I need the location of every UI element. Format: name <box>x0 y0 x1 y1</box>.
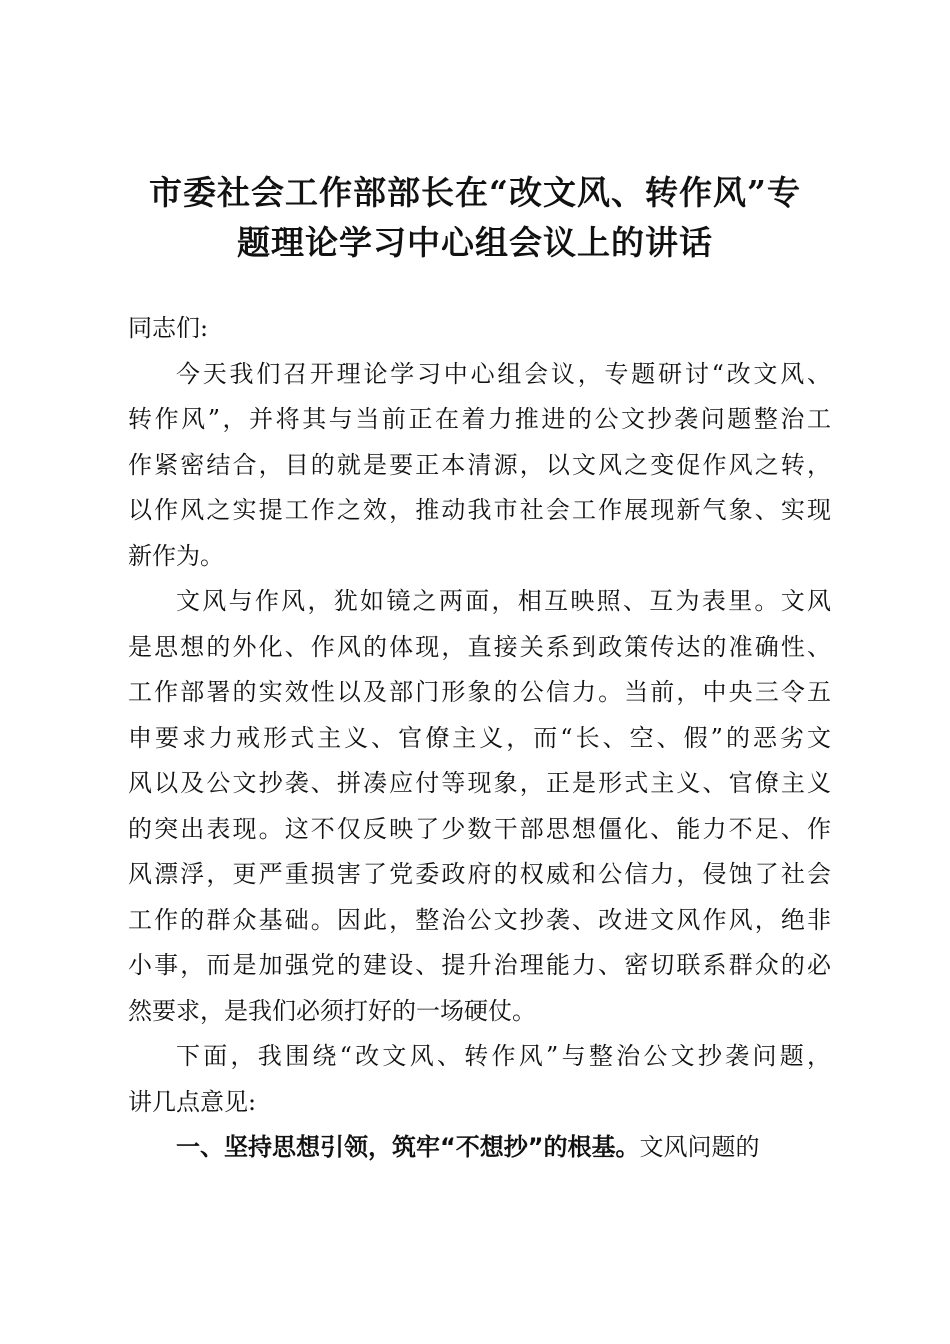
paragraph-line: 申要求力戒形式主义、官僚主义，而“长、空、假”的恶劣文 <box>128 723 831 752</box>
paragraph-line: 是思想的外化、作风的体现，直接关系到政策传达的准确性、 <box>128 632 831 661</box>
paragraph-line: 风以及公文抄袭、拼凑应付等现象，正是形式主义、官僚主义 <box>128 769 831 797</box>
paragraph-3 <box>128 1034 831 1125</box>
paragraph-line: 新作为。 <box>128 541 224 570</box>
paragraph-line: 下面，我围绕“改文风、转作风”与整治公文抄袭问题， <box>176 1042 831 1070</box>
paragraph-line: 讲几点意见: <box>128 1087 257 1116</box>
paragraph-line: 工作部署的实效性以及部门形象的公信力。当前，中央三令五 <box>128 678 831 706</box>
paragraph-line: 文风与作风，犹如镜之两面，相互映照、互为表里。文风 <box>176 587 831 615</box>
section-1-text: 文风问题的 <box>639 1133 760 1161</box>
paragraph-line: 转作风”，并将其与当前正在着力推进的公文抄袭问题整治工 <box>128 405 831 433</box>
paragraph-1 <box>128 352 831 580</box>
paragraph-line: 的突出表现。这不仅反映了少数干部思想僵化、能力不足、作 <box>128 814 831 843</box>
paragraph-line: 工作的群众基础。因此，整治公文抄袭、改进文风作风，绝非 <box>128 905 831 934</box>
title-line-1: 市委社会工作部部长在“改文风、转作风”专 <box>149 173 801 212</box>
section-1 <box>128 1125 831 1171</box>
paragraph-line: 风漂浮，更严重损害了党委政府的权威和公信力，侵蚀了社会 <box>128 860 831 888</box>
document-title <box>110 168 840 268</box>
section-1-heading: 一、坚持思想引领，筑牢“不想抄”的根基。 <box>176 1133 640 1161</box>
title-line-2: 题理论学习中心组会议上的讲话 <box>237 223 713 262</box>
paragraph-line: 然要求，是我们必须打好的一场硬仗。 <box>128 996 536 1025</box>
paragraph-line: 今天我们召开理论学习中心组会议，专题研讨“改文风、 <box>176 359 831 388</box>
paragraph-line: 小事，而是加强党的建设、提升治理能力、密切联系群众的必 <box>128 951 831 979</box>
salutation: 同志们: <box>128 314 209 342</box>
paragraph-line: 作紧密结合，目的就是要正本清源，以文风之变促作风之转， <box>128 450 831 479</box>
document-body <box>128 306 831 1171</box>
paragraph-2 <box>128 579 831 1034</box>
paragraph-line: 以作风之实提工作之效，推动我市社会工作展现新气象、实现 <box>128 496 831 524</box>
